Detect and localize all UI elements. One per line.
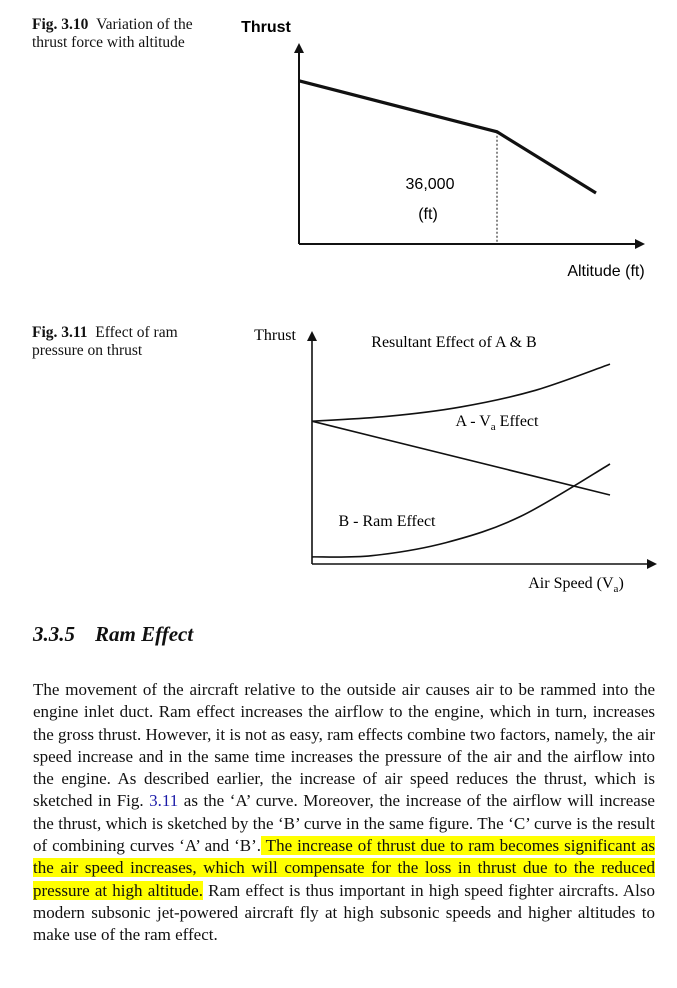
figure-3-10-caption-text: Variation of the thrust force with altitude [32, 16, 193, 51]
fig2-y-label: Thrust [254, 327, 296, 344]
fig2-resultant-label: Resultant Effect of A & B [371, 334, 537, 351]
figure-3-11-label: Fig. 3.11 [32, 324, 88, 341]
paragraph-text-3: Ram effect is thus important in high speed fighter aircrafts. Also modern subsonic jet-powered aircraft fly at high subsonic speeds and higher altitudes to make use of the ram effect. [33, 880, 655, 945]
fig2-ram-effect-label: B - Ram Effect [338, 513, 436, 530]
fig2-ram-effect-curve [312, 464, 610, 557]
fig1-annotation-unit: (ft) [418, 206, 438, 223]
fig1-y-label: Thrust [241, 19, 291, 36]
body-paragraph [33, 679, 655, 947]
fig2-a-va-effect-line [312, 421, 610, 495]
section-title: Ram Effect [95, 622, 194, 646]
figure-reference-link[interactable]: 3.11 [149, 791, 179, 811]
figure-3-11-chart [254, 327, 652, 595]
paragraph-text-2: as the ‘A’ curve. Moreover, the increase of the airflow will increase the thrust, which is sketched by the ‘B’ curve in the same figure. The ‘C’ curve is the result of combining curves ‘A’ and ‘B’. [33, 791, 655, 856]
fig1-x-label: Altitude (ft) [567, 263, 645, 280]
fig1-annotation-value: 36,000 [405, 176, 455, 193]
figure-3-11-caption-text: Effect of ram pressure on thrust [32, 324, 178, 359]
paragraph-text-1: The movement of the aircraft relative to the outside air causes air to be rammed into the engine inlet duct. Ram effect increases the airflow to the engine, which in turn, increases the gross thrust. However, it is not as easy, ram effects combine two factors, namely, the air speed increase and in the same time increases the pressure of the air and the airflow into the engine. As described earlier, the increase of air speed reduces the thrust, which is sketched in Fig. [33, 680, 655, 811]
figure-3-10-label: Fig. 3.10 [32, 16, 89, 33]
highlighted-text: The increase of thrust due to ram becomes significant as the air speed increases, which will compensate for the loss in thrust due to the reduced pressure at high altitude. [33, 836, 655, 900]
figure-3-10-chart [241, 19, 645, 280]
section-number: 3.3.5 [33, 622, 75, 646]
fig2-a-va-effect-label: A - $V_a$ Effect [455, 413, 539, 433]
section-heading [33, 622, 193, 647]
fig2-x-label: Air Speed $(V_a)$ [528, 575, 624, 595]
